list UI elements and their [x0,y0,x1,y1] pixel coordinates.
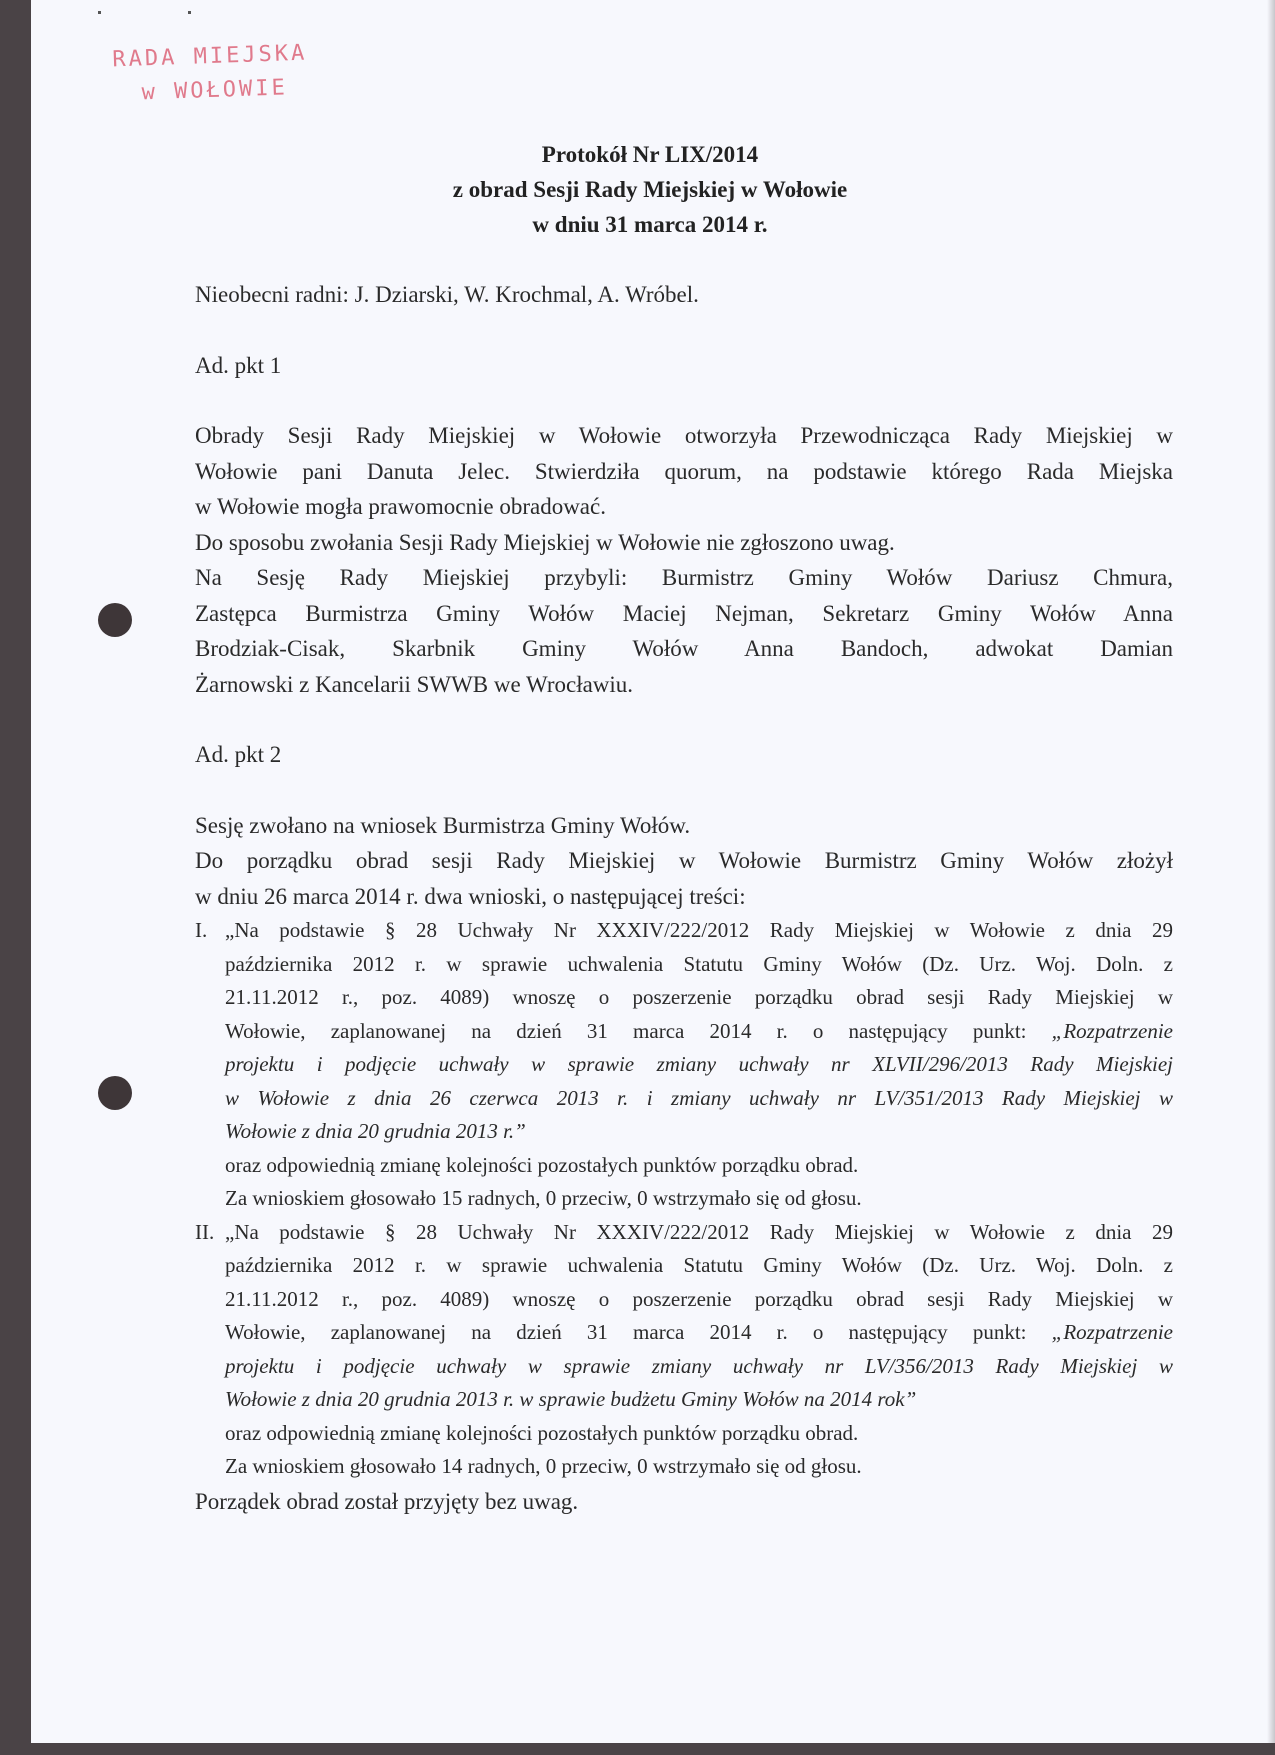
motion-vote-result: Za wnioskiem głosowało 15 radnych, 0 przeciw, 0 wstrzymało się od głosu. [225,1186,862,1210]
scan-marks [98,11,208,14]
motion-line: „Na podstawie § 28 Uchwały Nr XXXIV/222/2012 Rady Miejskiej w Wołowie z dnia 29 [225,918,1173,942]
motion-item [195,914,1173,1149]
document-page [31,0,1275,1743]
pkt1-line: Zastępca Burmistrza Gminy Wołów Maciej Nejman, Sekretarz Gminy Wołów Anna [195,600,1173,626]
pkt2-line: Do porządku obrad sesji Rady Miejskiej w Wołowie Burmistrz Gminy Wołów złożył [195,848,1173,873]
stamp-line-1: RADA MIEJSKA [112,40,308,73]
motion-line: projektu i podjęcie uchwały w sprawie zmiany uchwały nr LV/356/2013 Rady Miejskiej w [225,1353,1173,1378]
pkt1-section [195,418,1173,702]
agenda-accepted: Porządek obrad został przyjęty bez uwag. [195,1488,579,1514]
motion-line: Wołowie, zaplanowanej na dzień 31 marca 2014 r. o następujący punkt: „Rozpatrzenie [225,1320,1173,1344]
motion-vote-result: Za wnioskiem głosowało 14 radnych, 0 przeciw, 0 wstrzymało się od głosu. [225,1454,862,1478]
heading-title: Protokół Nr LIX/2014 [541,142,759,167]
pkt1-line: Wołowie pani Danuta Jelec. Stwierdziła quorum, na podstawie którego Rada Miejska [195,458,1173,484]
motion-change-note: oraz odpowiednią zmianę kolejności pozostałych punktów porządku obrad. [225,1420,859,1445]
motion-line: 21.11.2012 r., poz. 4089) wnoszę o poszerzenie porządku obrad sesji Rady Miejskiej w [225,1286,1173,1311]
motion-line: „Na podstawie § 28 Uchwały Nr XXXIV/222/2012 Rady Miejskiej w Wołowie z dnia 29 [225,1219,1173,1244]
pkt1-line: Obrady Sesji Rady Miejskiej w Wołowie otworzyła Przewodnicząca Rady Miejskiej w [195,423,1173,448]
punch-hole-top [98,603,132,637]
pkt1-line: Żarnowski z Kancelarii SWWB we Wrocławiu. [195,671,634,697]
document-body [195,277,1173,1519]
pkt2-section [195,808,1173,1520]
pkt2-line: w dniu 26 marca 2014 r. dwa wnioski, o następującej treści: [195,883,746,909]
motion-line: Wołowie, zaplanowanej na dzień 31 marca 2014 r. o następujący punkt: „Rozpatrzenie [225,1018,1173,1043]
pkt2-line: Sesję zwołano na wniosek Burmistrza Gminy Wołów. [195,812,691,838]
motion-line: Wołowie z dnia 20 grudnia 2013 r. w sprawie budżetu Gminy Wołów na 2014 rok” [225,1387,917,1411]
motion-line: października 2012 r. w sprawie uchwalenia Statutu Gminy Wołów (Dz. Urz. Woj. Doln. z [225,951,1173,976]
punch-hole-bottom [98,1076,132,1110]
pkt1-line: Na Sesję Rady Miejskiej przybyli: Burmistrz Gminy Wołów Dariusz Chmura, [195,565,1173,590]
motion-line: projektu i podjęcie uchwały w sprawie zmiany uchwały nr XLVII/296/2013 Rady Miejskiej [225,1052,1173,1076]
pkt1-line: w Wołowie mogła prawomocnie obradować. [195,494,606,519]
heading-subtitle: z obrad Sesji Rady Miejskiej w Wołowie [452,177,848,202]
motion-number: I. [195,918,208,942]
heading-date: w dniu 31 marca 2014 r. [532,212,768,237]
document-heading [31,137,1269,242]
motion-line: Wołowie z dnia 20 grudnia 2013 r.” [225,1119,526,1143]
council-stamp [112,37,309,112]
pkt1-line: Do sposobu zwołania Sesji Rady Miejskiej w Wołowie nie zgłoszono uwag. [195,529,895,555]
motions-list [195,914,1173,1484]
motion-line: października 2012 r. w sprawie uchwalenia Statutu Gminy Wołów (Dz. Urz. Woj. Doln. z [225,1253,1173,1277]
motion-number: II. [195,1219,215,1244]
motion-item [195,1216,1173,1417]
pkt1-line: Brodziak-Cisak, Skarbnik Gminy Wołów Anna Bandoch, adwokat Damian [195,636,1173,661]
motion-change-note: oraz odpowiednią zmianę kolejności pozostałych punktów porządku obrad. [225,1152,859,1177]
absent-councillors: Nieobecni radni: J. Dziarski, W. Krochmal, A. Wróbel. [195,282,699,307]
motion-line: w Wołowie z dnia 26 czerwca 2013 r. i zmiany uchwały nr LV/351/2013 Rady Miejskiej w [225,1085,1173,1110]
pkt1-heading: Ad. pkt 1 [195,352,282,378]
stamp-line-2: w WOŁOWIE [141,75,289,106]
motion-line: 21.11.2012 r., poz. 4089) wnoszę o poszerzenie porządku obrad sesji Rady Miejskiej w [225,985,1173,1009]
pkt2-heading: Ad. pkt 2 [195,742,282,767]
